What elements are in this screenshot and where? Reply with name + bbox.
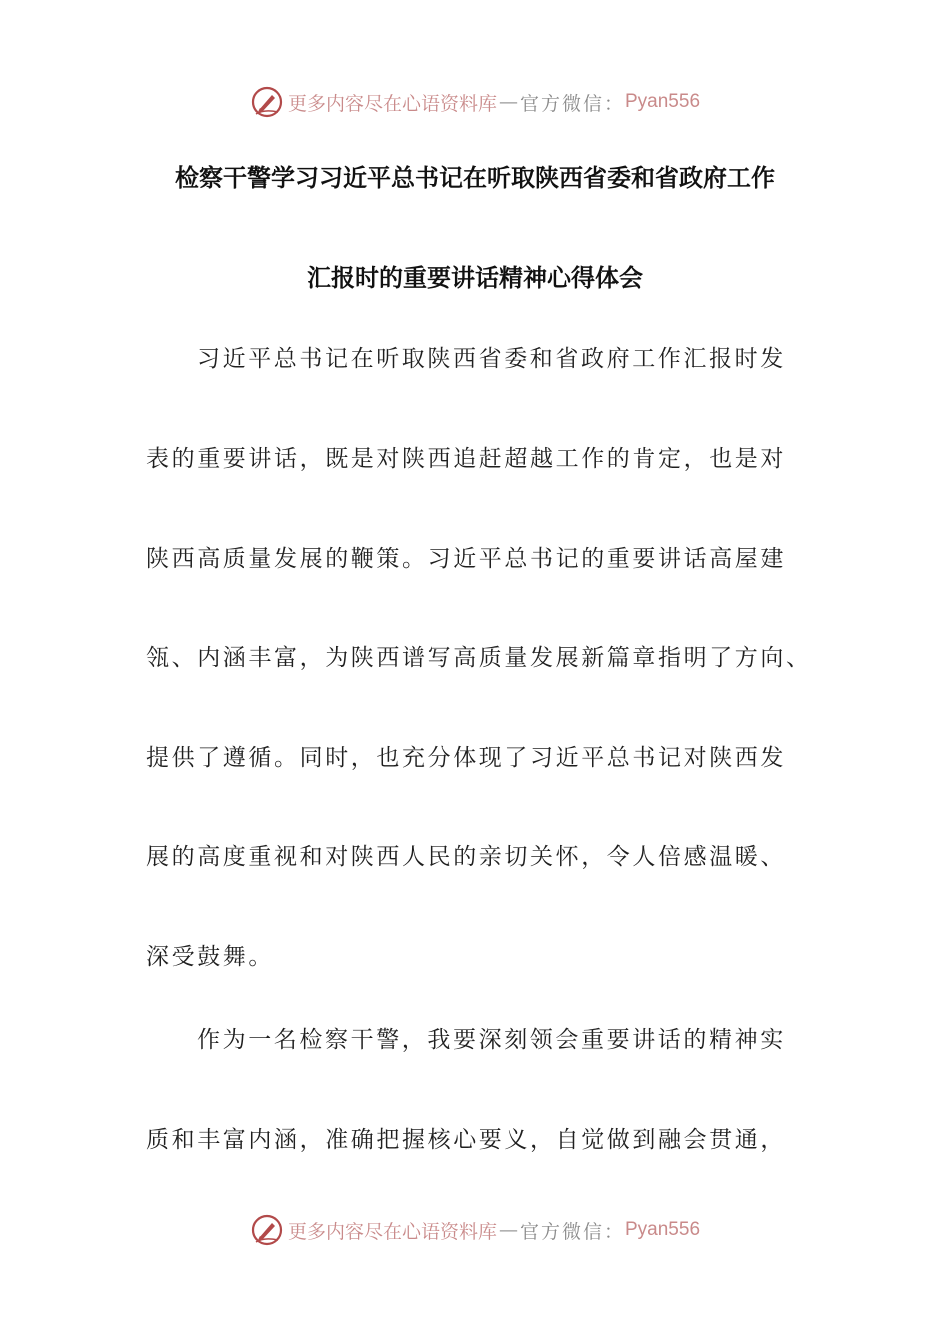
body-line-7: 深受鼓舞。 <box>146 944 274 970</box>
body-line-5: 提供了遵循。同时，也充分体现了习近平总书记对陕西发 <box>146 745 786 771</box>
body-line-3: 陕西高质量发展的鞭策。习近平总书记的重要讲话高屋建 <box>146 546 786 572</box>
body-line-2: 表的重要讲话，既是对陕西追赶超越工作的肯定，也是对 <box>146 446 786 472</box>
pen-logo-icon <box>250 1213 284 1247</box>
watermark-text: 更多内容尽在心语资料库 <box>287 1220 497 1243</box>
body-line-1: 习近平总书记在听取陕西省委和省政府工作汇报时发 <box>197 346 786 372</box>
header-watermark <box>0 82 950 122</box>
watermark-label: 官方微信： <box>519 1220 625 1243</box>
watermark-separator: — <box>498 91 518 113</box>
watermark-separator: — <box>498 1219 518 1241</box>
body-line-6: 展的高度重视和对陕西人民的亲切关怀，令人倍感温暖、 <box>146 844 786 870</box>
document-title-line-1: 检察干警学习习近平总书记在听取陕西省委和省政府工作 <box>175 164 775 192</box>
body-line-9: 质和丰富内涵，准确把握核心要义，自觉做到融会贯通， <box>146 1127 786 1153</box>
watermark-id: Pyan556 <box>625 91 701 112</box>
pen-logo-icon <box>250 85 284 119</box>
watermark-id: Pyan556 <box>625 1219 701 1240</box>
footer-watermark <box>0 1210 950 1250</box>
document-title-line-2: 汇报时的重要讲话精神心得体会 <box>307 264 643 292</box>
watermark-label: 官方微信： <box>519 92 625 115</box>
body-line-4: 瓴、内涵丰富，为陕西谱写高质量发展新篇章指明了方向、 <box>146 645 812 671</box>
body-line-8: 作为一名检察干警，我要深刻领会重要讲话的精神实 <box>197 1027 786 1053</box>
watermark-text: 更多内容尽在心语资料库 <box>287 92 497 115</box>
